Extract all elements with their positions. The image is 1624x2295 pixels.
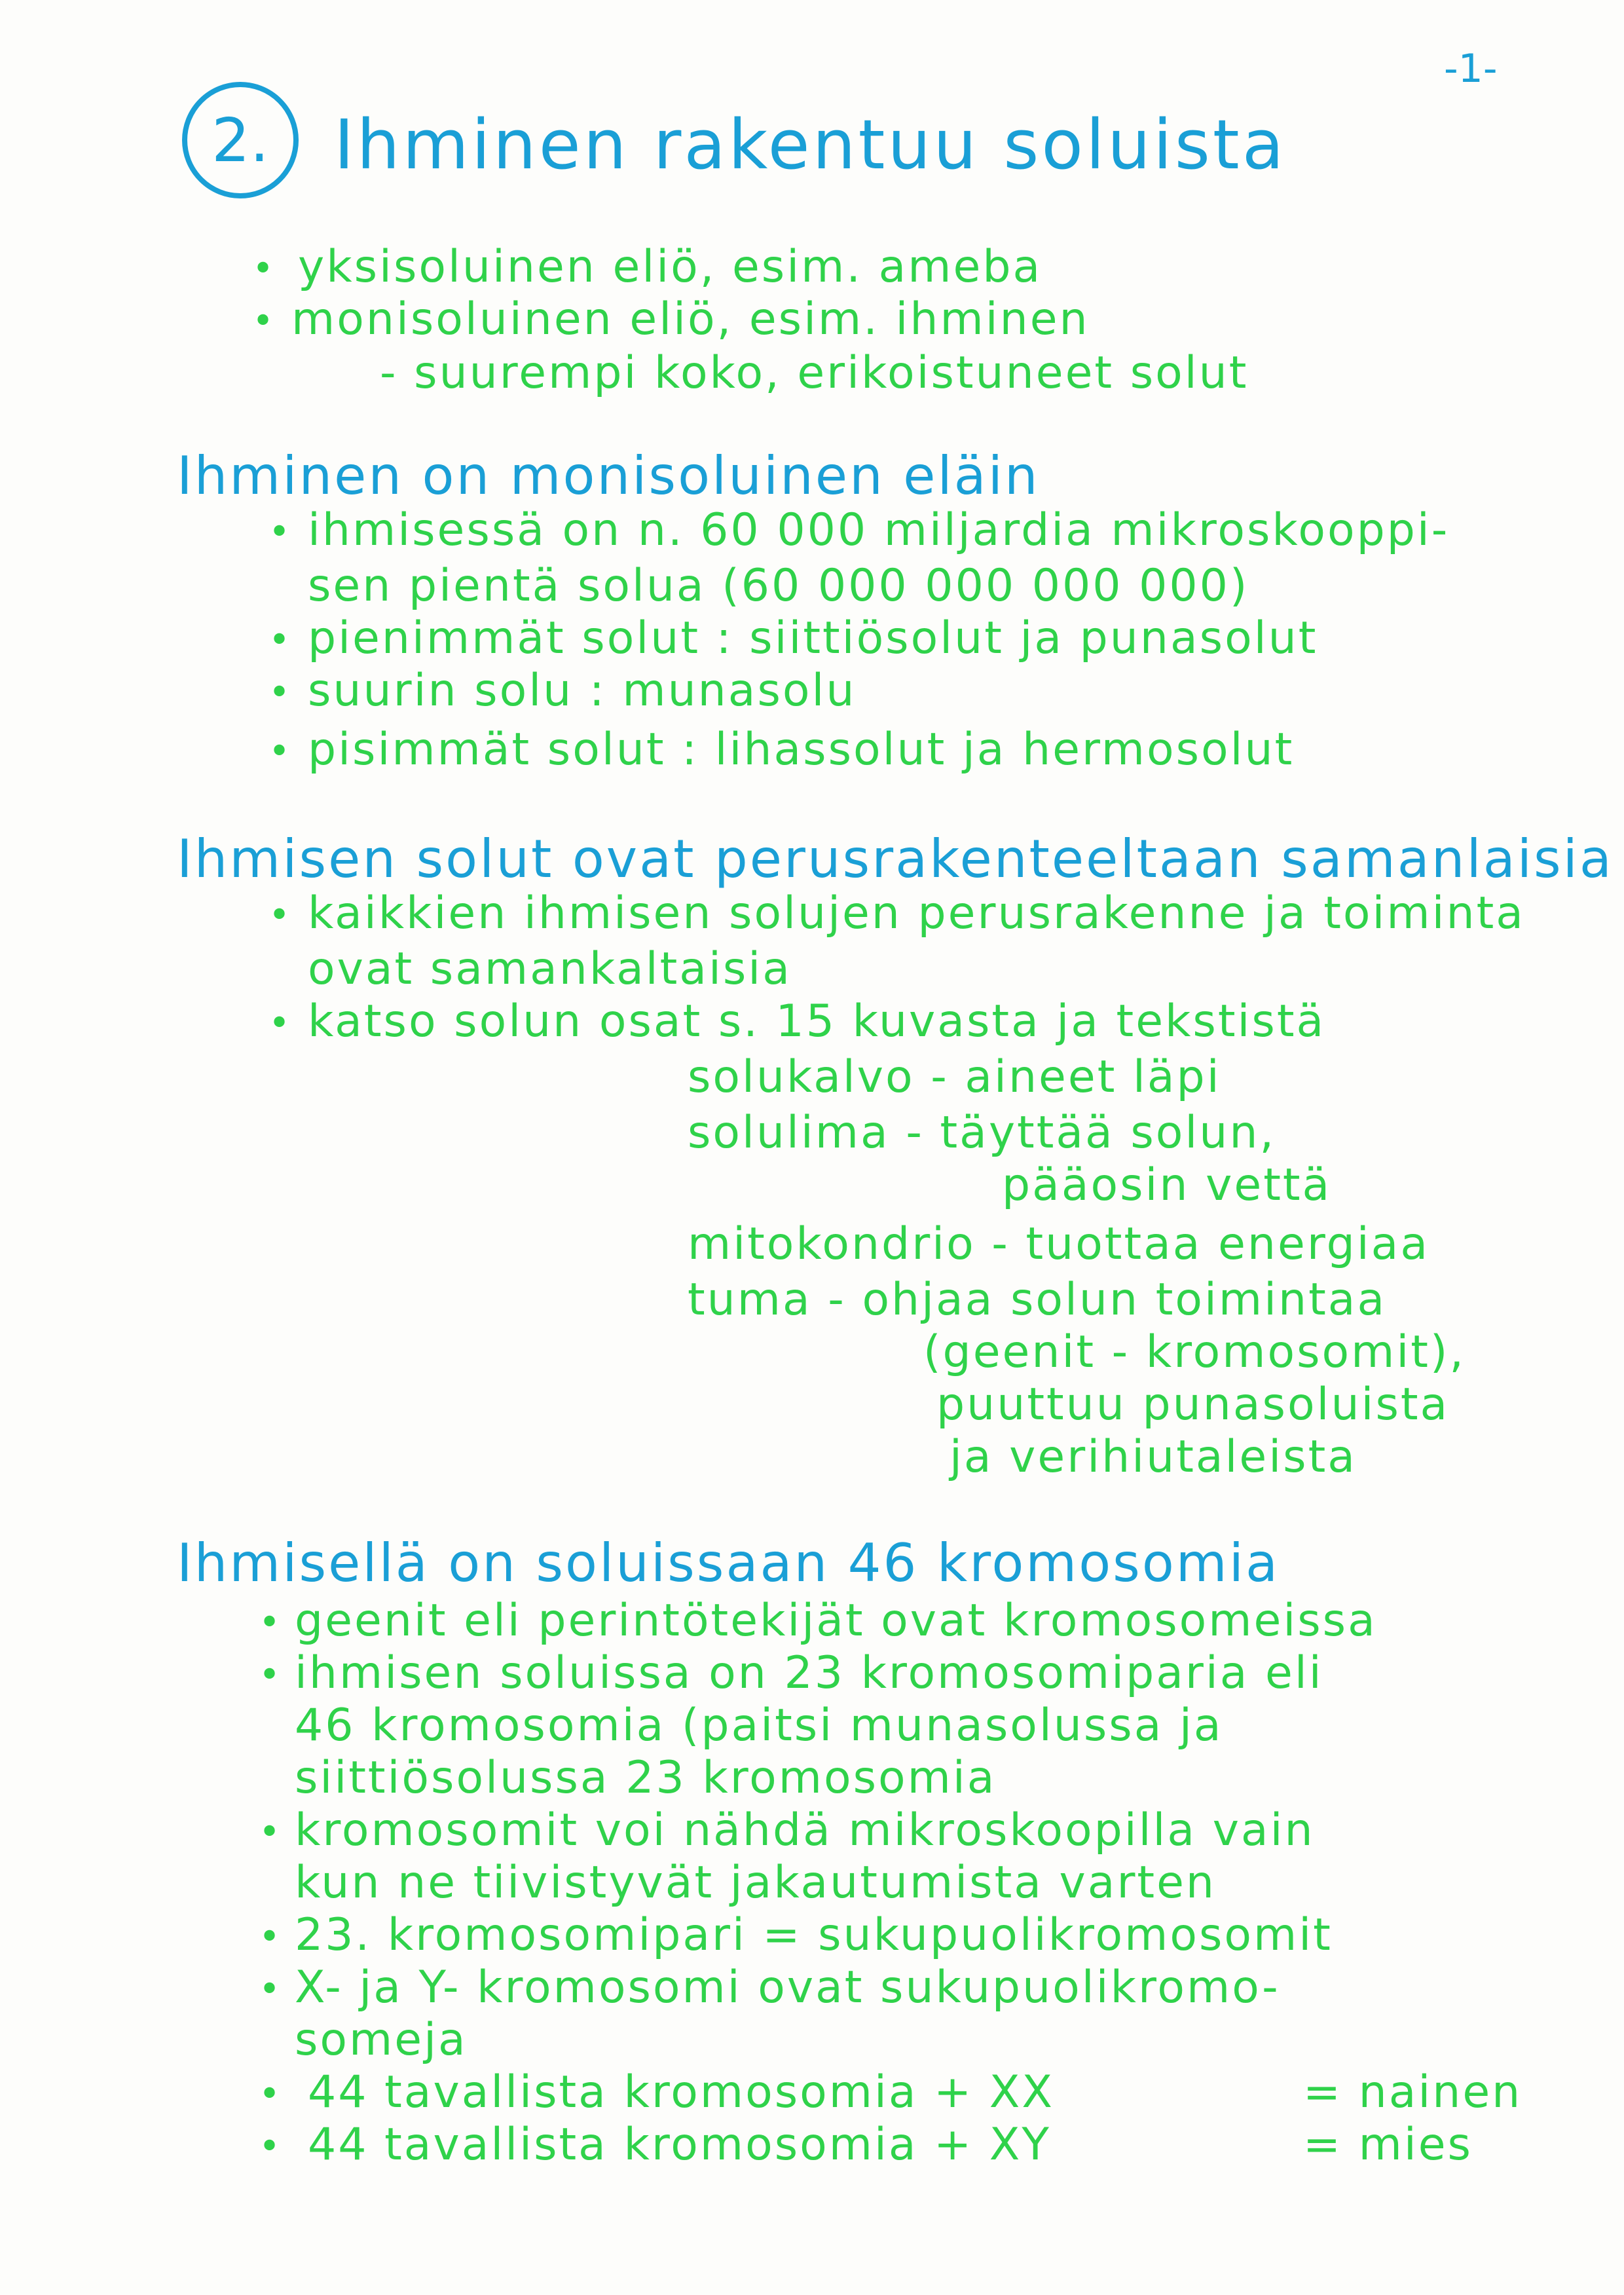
s3-bullet-6: 44 tavallista kromosomia + XX [308, 2066, 1054, 2118]
bullet: • [259, 1968, 281, 2011]
bullet: • [259, 1654, 281, 1696]
bullet: • [268, 511, 291, 553]
bullet: • [259, 1811, 281, 1854]
s1-bullet-1b: sen pientä solua (60 000 000 000 000) [308, 560, 1249, 612]
section-heading-3: Ihmisellä on soluissaan 46 kromosomia [177, 1533, 1280, 1594]
s3-bullet-7: 44 tavallista kromosomia + XY [308, 2119, 1051, 2171]
bullet: • [259, 1916, 281, 1958]
s1-bullet-3: suurin solu : munasolu [308, 665, 857, 717]
s3-bullet-4: 23. kromosomipari = sukupuolikromosomit [295, 1909, 1333, 1961]
cell-part-solukalvo: solukalvo - aineet läpi [688, 1051, 1221, 1103]
section-number: 2. [212, 105, 269, 176]
bullet: • [268, 619, 291, 662]
s3-bullet-2a: ihmisen soluissa on 23 kromosomiparia eli [295, 1647, 1323, 1699]
result-nainen: = nainen [1303, 2066, 1522, 2118]
page-title: Ihminen rakentuu soluista [334, 105, 1287, 185]
bullet: • [252, 248, 274, 290]
cell-part-tuma-cont-2: puuttuu punasoluista [936, 1379, 1450, 1430]
s2-bullet-1a: kaikkien ihmisen solujen perusrakenne ja toiminta [308, 887, 1525, 939]
section-heading-2: Ihmisen solut ovat perusrakenteeltaan samanlaisia [177, 829, 1614, 889]
bullet: • [268, 1002, 291, 1045]
section-number-circle [182, 82, 299, 198]
intro-sub: - suurempi koko, erikoistuneet solut [380, 347, 1249, 399]
s3-bullet-3a: kromosomit voi nähdä mikroskoopilla vain [295, 1804, 1315, 1856]
s3-bullet-5b: someja [295, 2014, 468, 2066]
s1-bullet-2: pienimmät solut : siittiösolut ja punasolut [308, 612, 1318, 664]
cell-part-mitokondrio: mitokondrio - tuottaa energiaa [688, 1218, 1430, 1270]
s3-bullet-2c: siittiösolussa 23 kromosomia [295, 1752, 997, 1804]
bullet: • [268, 671, 291, 714]
intro-bullet-1: yksisoluinen eliö, esim. ameba [298, 241, 1043, 293]
bullet: • [268, 894, 291, 937]
s1-bullet-4: pisimmät solut : lihassolut ja hermosolut [308, 724, 1295, 775]
cell-part-tuma: tuma - ohjaa solun toimintaa [688, 1274, 1387, 1326]
bullet: • [259, 1601, 281, 1644]
s3-bullet-5a: X- ja Y- kromosomi ovat sukupuolikromo- [295, 1962, 1280, 2013]
bullet: • [268, 730, 291, 773]
bullet: • [259, 2073, 281, 2116]
s3-bullet-3b: kun ne tiivistyvät jakautumista varten [295, 1857, 1216, 1909]
section-heading-1: Ihminen on monisoluinen eläin [177, 445, 1040, 506]
cell-part-tuma-cont-1: (geenit - kromosomit), [923, 1326, 1466, 1378]
page-number: -1- [1444, 46, 1498, 92]
result-mies: = mies [1303, 2119, 1473, 2171]
bullet: • [252, 300, 274, 343]
s3-bullet-1: geenit eli perintötekijät ovat kromosomeissa [295, 1595, 1377, 1647]
s2-bullet-2: katso solun osat s. 15 kuvasta ja tekstistä [308, 996, 1326, 1047]
cell-part-solulima: solulima - täyttää solun, [688, 1107, 1276, 1159]
bullet: • [259, 2125, 281, 2168]
s2-bullet-1b: ovat samankaltaisia [308, 943, 792, 995]
s3-bullet-2b: 46 kromosomia (paitsi munasolussa ja [295, 1700, 1223, 1751]
cell-part-tuma-cont-3: ja verihiutaleista [950, 1431, 1357, 1483]
cell-part-solulima-cont: pääosin vettä [1002, 1159, 1332, 1211]
s1-bullet-1a: ihmisessä on n. 60 000 miljardia mikroskooppi- [308, 504, 1450, 556]
intro-bullet-2: monisoluinen eliö, esim. ihminen [291, 293, 1090, 345]
